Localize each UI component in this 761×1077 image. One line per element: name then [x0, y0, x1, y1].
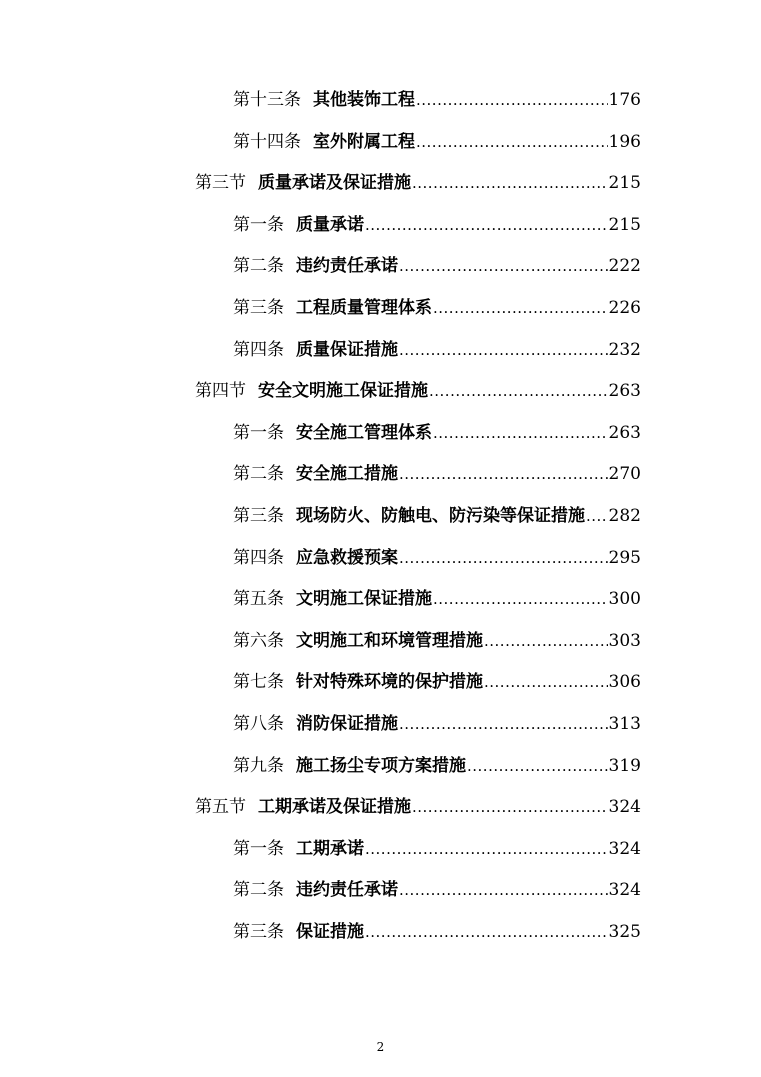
toc-dot-leader — [412, 171, 608, 195]
toc-entry-number: 第六条 — [233, 630, 284, 651]
toc-entry[interactable] — [233, 587, 641, 611]
toc-section-entry[interactable] — [195, 171, 641, 195]
toc-entry-title: 其他装饰工程 — [313, 90, 415, 110]
toc-entry-title: 室外附属工程 — [313, 131, 415, 152]
toc-dot-leader — [416, 88, 608, 112]
toc-entry[interactable] — [233, 546, 641, 570]
toc-entry-title: 违约责任承诺 — [296, 880, 398, 901]
toc-entry-number: 第五节 — [195, 797, 246, 818]
toc-dot-leader — [433, 587, 608, 611]
toc-entry-number: 第三条 — [233, 506, 284, 526]
toc-entry-title: 质量承诺 — [296, 214, 364, 235]
toc-entry-title: 质量承诺及保证措施 — [258, 173, 411, 194]
toc-entry-page: 226 — [608, 298, 641, 318]
toc-entry-title: 文明施工和环境管理措施 — [296, 630, 483, 651]
toc-entry[interactable] — [233, 88, 641, 112]
toc-entry[interactable] — [233, 712, 641, 736]
toc-section-entry[interactable] — [195, 795, 641, 819]
toc-entry[interactable] — [233, 837, 641, 861]
toc-entry-number: 第四条 — [233, 339, 284, 360]
toc-entry-page: 303 — [608, 630, 641, 651]
toc-entry-title: 消防保证措施 — [296, 714, 398, 734]
toc-entry[interactable] — [233, 296, 641, 320]
toc-entry[interactable] — [233, 878, 641, 902]
toc-entry-page: 324 — [608, 797, 641, 818]
toc-entry-page: 196 — [608, 131, 641, 152]
toc-entry-title: 工期承诺 — [296, 838, 364, 859]
toc-dot-leader — [586, 504, 608, 528]
toc-dot-leader — [399, 712, 608, 736]
toc-dot-leader — [484, 629, 608, 653]
toc-dot-leader — [399, 878, 608, 902]
toc-entry-page: 324 — [608, 880, 641, 901]
toc-entry-number: 第五条 — [233, 589, 284, 610]
toc-entry[interactable] — [233, 338, 641, 362]
toc-entry-number: 第四节 — [195, 381, 246, 402]
toc-entry-number: 第八条 — [233, 714, 284, 734]
toc-entry[interactable] — [233, 504, 641, 528]
toc-dot-leader — [399, 338, 608, 362]
toc-dot-leader — [365, 920, 608, 944]
toc-dot-leader — [399, 254, 608, 278]
toc-entry[interactable] — [233, 213, 641, 237]
toc-entry[interactable] — [233, 670, 641, 694]
toc-dot-leader — [433, 421, 608, 445]
toc-entry-title: 针对特殊环境的保护措施 — [296, 672, 483, 693]
toc-entry[interactable] — [233, 462, 641, 486]
toc-dot-leader — [416, 130, 608, 154]
toc-entry-title: 违约责任承诺 — [296, 256, 398, 277]
toc-entry-number: 第七条 — [233, 672, 284, 693]
toc-entry-number: 第三节 — [195, 173, 246, 194]
toc-dot-leader — [365, 837, 608, 861]
toc-entry-page: 232 — [608, 339, 641, 360]
toc-entry-number: 第十三条 — [233, 90, 301, 110]
toc-entry-title: 质量保证措施 — [296, 339, 398, 360]
toc-dot-leader — [433, 296, 608, 320]
toc-entry[interactable] — [233, 629, 641, 653]
toc-entry-title: 应急救援预案 — [296, 547, 398, 568]
toc-entry-number: 第一条 — [233, 214, 284, 235]
toc-entry-page: 263 — [608, 422, 641, 443]
toc-entry-page: 313 — [608, 714, 641, 734]
toc-entry-number: 第一条 — [233, 838, 284, 859]
page-number: 2 — [376, 1040, 385, 1054]
toc-section-entry[interactable] — [195, 379, 641, 403]
toc-entry-page: 263 — [608, 381, 641, 402]
toc-entry-page: 222 — [608, 256, 641, 277]
toc-entry[interactable] — [233, 254, 641, 278]
toc-entry-title: 工期承诺及保证措施 — [258, 797, 411, 818]
toc-dot-leader — [484, 670, 608, 694]
toc-entry-page: 306 — [608, 672, 641, 693]
toc-entry-number: 第二条 — [233, 880, 284, 901]
toc-entry-title: 施工扬尘专项方案措施 — [296, 755, 466, 776]
toc-entry-number: 第二条 — [233, 256, 284, 277]
toc-dot-leader — [399, 546, 608, 570]
toc-dot-leader — [412, 795, 608, 819]
toc-entry-page: 215 — [608, 173, 641, 194]
toc-entry-page: 282 — [608, 506, 641, 526]
toc-entry-page: 270 — [608, 464, 641, 485]
toc-dot-leader — [365, 213, 608, 237]
toc-entry[interactable] — [233, 920, 641, 944]
toc-entry-number: 第十四条 — [233, 131, 301, 152]
toc-entry-page: 176 — [608, 90, 641, 110]
toc-entry-title: 工程质量管理体系 — [296, 298, 432, 318]
toc-entry-number: 第三条 — [233, 298, 284, 318]
toc-dot-leader — [399, 462, 608, 486]
toc-entry-page: 215 — [608, 214, 641, 235]
toc-entry-number: 第四条 — [233, 547, 284, 568]
toc-entry-number: 第三条 — [233, 922, 284, 942]
toc-entry-page: 324 — [608, 838, 641, 859]
toc-entry-number: 第一条 — [233, 422, 284, 443]
toc-entry-number: 第九条 — [233, 755, 284, 776]
toc-entry-title: 安全施工措施 — [296, 464, 398, 485]
toc-entry-title: 安全文明施工保证措施 — [258, 381, 428, 402]
toc-entry-page: 319 — [608, 755, 641, 776]
toc-entry-title: 安全施工管理体系 — [296, 422, 432, 443]
toc-dot-leader — [467, 754, 608, 778]
toc-entry[interactable] — [233, 754, 641, 778]
toc-entry-title: 保证措施 — [296, 922, 364, 942]
toc-entry-page: 300 — [608, 589, 641, 610]
toc-entry-title: 文明施工保证措施 — [296, 589, 432, 610]
toc-entry-title: 现场防火、防触电、防污染等保证措施 — [296, 506, 585, 526]
toc-entry[interactable] — [233, 130, 641, 154]
toc-dot-leader — [429, 379, 608, 403]
toc-entry-page: 325 — [608, 922, 641, 942]
toc-entry-page: 295 — [608, 547, 641, 568]
toc-entry[interactable] — [233, 421, 641, 445]
toc-entry-number: 第二条 — [233, 464, 284, 485]
